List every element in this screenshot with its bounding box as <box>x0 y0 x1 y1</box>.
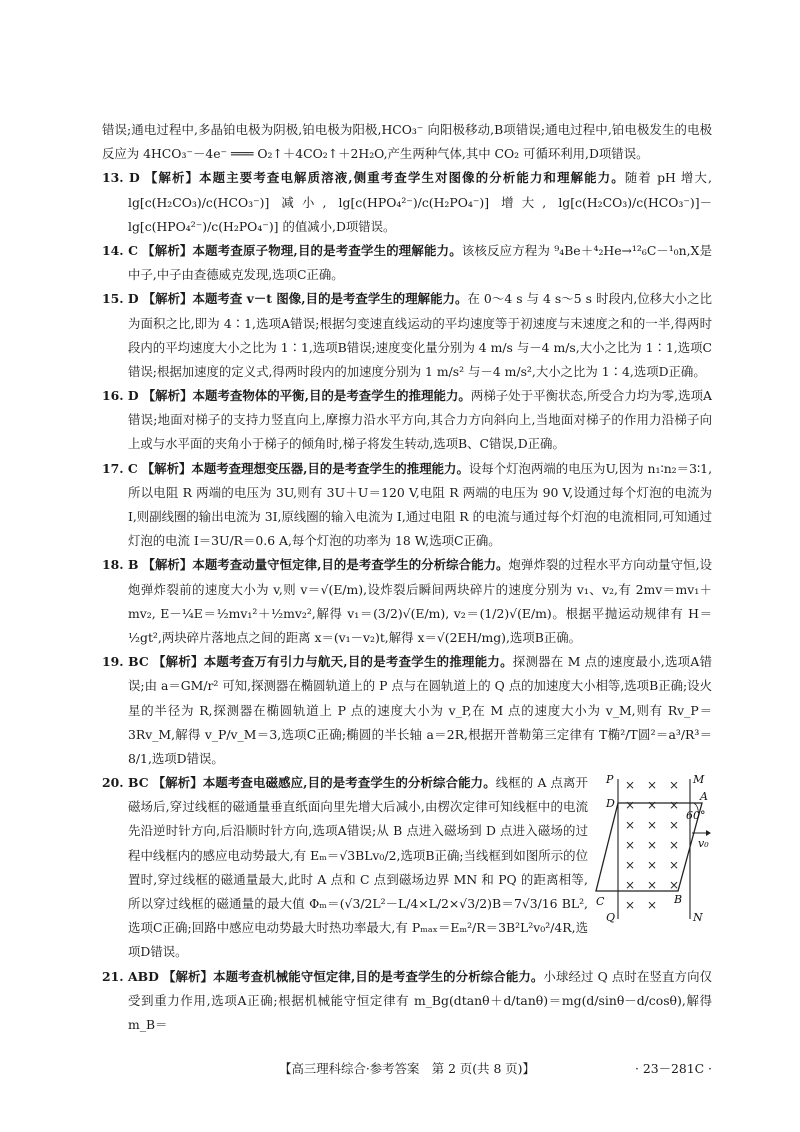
analysis-text: 在 0～4 s 与 4 s～5 s 时段内,位移大小之比为面积之比,即为 4∶1,选项A错误;根据匀变速直线运动的平均速度等于初速度与末速度之和的一半,得两时段内的平均速度大小之比为 1∶1,选项B错误;速度变化量分别为 4 m/s 与－4 m/s,大小之比为 1∶1,选项C错误;根据加速度的定义式,得两时段内的加速度分别为 1 m/s² 与－4 m/s²,大小之比为 1∶4,选项D正确。 <box>128 291 712 379</box>
question-number: 18. B <box>102 557 139 573</box>
analysis-summary: 本题考查理想变压器,目的是考查学生的推理能力。 <box>191 460 469 476</box>
analysis-text: 炮弹炸裂的过程水平方向动量守恒,设炮弹炸裂前的速度大小为 v,则 v＝√(E/m),设炸裂后瞬间两块碎片的速度分别为 v₁、v₂,有 2mv＝mv₁＋mv₂, E－¼E＝½mv₁²＋½mv₂²,解得 v₁＝(3/2)√(E/m), v₂＝(1/2)√(E/m)。根据平抛运动规律有 H＝½gt²,两块碎片落地点之间的距离 x＝(v₁－v₂)t,解得 x＝√(2EH/mg),选项B正确。 <box>128 557 713 645</box>
label-d: D <box>606 797 615 811</box>
analysis-summary: 本题考查机械能守恒定律,目的是考查学生的分析综合能力。 <box>213 968 544 984</box>
analysis-tag: 【解析】 <box>162 968 214 984</box>
analysis-tag: 【解析】 <box>142 291 193 307</box>
field-cross: × <box>646 838 658 853</box>
continuation-text: 错误;通电过程中,多晶铂电极为阴极,铂电极为阳极,HCO₃⁻ 向阳极移动,B项错误;通电过程中,铂电极发生的电极反应为 4HCO₃⁻－4e⁻ ═══ O₂↑＋4CO₂↑＋2H₂O,产生两种气体,其中 CO₂ 可循环利用,D项错误。 <box>102 122 712 162</box>
question-number: 21. ABD <box>102 968 159 984</box>
field-cross: × <box>668 858 680 873</box>
analysis-summary: 本题考查原子物理,目的是考查学生的理解能力。 <box>192 242 462 258</box>
question-number: 16. D <box>102 388 139 404</box>
label-p: P <box>606 773 614 787</box>
analysis-summary: 本题考查万有引力与航天,目的是考查学生的推理能力。 <box>203 654 513 670</box>
label-m: M <box>693 773 705 787</box>
label-a: A <box>700 790 708 804</box>
page-footer <box>102 1058 712 1080</box>
footer-page-info: 【高三理科综合·参考答案 第 2 页(共 8 页)】 <box>279 1061 535 1076</box>
analysis-summary: 本题考查 v－t 图像,目的是考查学生的理解能力。 <box>192 291 468 307</box>
field-cross: × <box>668 878 680 893</box>
analysis-tag: 【解析】 <box>142 557 193 573</box>
field-cross: × <box>646 858 658 873</box>
answer-item-15 <box>102 287 712 384</box>
question-list <box>102 166 712 1037</box>
answer-item-19 <box>102 650 712 771</box>
answer-item-16 <box>102 384 712 457</box>
field-cross: × <box>668 818 680 833</box>
question-number: 20. BC <box>102 775 149 791</box>
field-cross: × <box>646 878 658 893</box>
analysis-summary: 本题考查物体的平衡,目的是考查学生的推理能力。 <box>192 388 471 404</box>
analysis-tag: 【解析】 <box>144 170 200 186</box>
label-c: C <box>596 895 605 909</box>
field-cross: × <box>624 858 636 873</box>
footer-code: · 23－281C · <box>634 1061 712 1076</box>
field-cross: × <box>668 838 680 853</box>
analysis-text: 设每个灯泡两端的电压为U,因为 n₁∶n₂＝3∶1,所以电阻 R 两端的电压为 3U,则有 3U＋U＝120 V,电阻 R 两端的电压为 90 V,设通过每个灯泡的电流为 I,则副线圈的输出电流为 3I,原线圈的输入电流为 I,通过电阻 R 的电流与通过每个灯泡的电流相同,可知通过灯泡的电流 I＝3U/R＝0.6 A,每个灯泡的功率为 18 W,选项C正确。 <box>128 460 713 549</box>
analysis-text: 线框的 A 点离开磁场后,穿过线框的磁通量垂直纸面向里先增大后减小,由楞次定律可知线框中的电流先沿逆时针方向,后沿顺时针方向,选项A错误;从 B 点进入磁场到 D 点进入磁场的过程中线框内的感应电动势最大,有 Eₘ＝√3BLv₀/2,选项B正确;当线框到如图所示的位置时,穿过线框的磁通量最大,此时 A 点和 C 点到磁场边界 MN 和 PQ 的距离相等,所以穿过线框的磁通量的最大值 Φₘ＝(√3/2L²－L/4×L/2×√3/2)B＝7√3/16 BL²,选项C正确;回路中感应电动势最大时热功率最大,有 Pₘₐₓ＝Eₘ²/R＝3B²L²v₀²/4R,选项D错误。 <box>128 775 588 960</box>
answer-item-13 <box>102 166 712 239</box>
velocity-arrowhead <box>706 830 711 836</box>
analysis-tag: 【解析】 <box>142 242 193 258</box>
field-cross: × <box>646 818 658 833</box>
analysis-tag: 【解析】 <box>142 388 193 404</box>
label-angle: 60° <box>686 809 706 823</box>
question-number: 17. C <box>102 460 138 476</box>
field-cross: × <box>668 778 680 793</box>
analysis-tag: 【解析】 <box>152 654 204 670</box>
field-cross: × <box>646 778 658 793</box>
field-cross: × <box>624 778 636 793</box>
analysis-tag: 【解析】 <box>152 775 203 791</box>
field-cross: × <box>624 818 636 833</box>
field-cross: × <box>646 798 658 813</box>
analysis-text: 小球经过 Q 点时在竖直方向仅受到重力作用,选项A正确;根据机械能守恒定律有 m_Bg(dtanθ＋d/tanθ)＝mg(d/sinθ－d/cosθ),解得 m_B＝ <box>128 968 712 1032</box>
label-q: Q <box>606 911 616 924</box>
answer-item-18 <box>102 553 712 650</box>
analysis-summary: 本题考查电磁感应,目的是考查学生的分析综合能力。 <box>202 775 496 791</box>
analysis-summary: 本题主要考查电解质溶液,侧重考查学生对图像的分析能力和理解能力。 <box>199 170 625 186</box>
analysis-text: 探测器在 M 点的速度最小,选项A错误;由 a＝GM/r² 可知,探测器在椭圆轨道上的 P 点与在圆轨道上的 Q 点的加速度大小相等,选项B正确;设火星的半径为 R,探测器在椭圆轨道上 P 点的速度大小为 v_P,在 M 点的速度大小为 v_M,则有 Rv_P＝3Rv_M,解得 v_P/v_M＝3,选项C正确;椭圆的半长轴 a＝2R,根据开普勒第三定律有 T椭²/T圆²＝a³/R³＝8/1,选项D错误。 <box>128 654 712 766</box>
answer-item-14 <box>102 239 712 287</box>
label-b: B <box>674 893 683 907</box>
field-cross: × <box>624 898 636 913</box>
analysis-text: 随着 pH 增大, lg[c(H₂CO₃)/c(HCO₃⁻)] 减小, lg[c(HPO₄²⁻)/c(H₂PO₄⁻)] 增大, lg[c(H₂CO₃)/c(HCO₃⁻)]－lg[c(HPO₄²⁻)/c(H₂PO₄⁻)] 的值减小,D项错误。 <box>128 170 712 234</box>
answer-item-20 <box>102 771 712 965</box>
analysis-text: 该核反应方程为 ⁹₄Be＋⁴₂He→¹²₆C－¹₀n,X是中子,中子由查德威克发现,选项C正确。 <box>128 242 712 283</box>
analysis-text: 两梯子处于平衡状态,所受合力均为零,选项A错误;地面对梯子的支持力竖直向上,摩擦力沿水平方向,其合力方向斜向上,当地面对梯子的作用力沿梯子向上或与水平面的夹角小于梯子的倾角时,梯子将发生转动,选项B、C错误,D正确。 <box>128 388 713 452</box>
answer-content <box>102 118 712 1037</box>
magnetic-field-figure <box>594 773 712 923</box>
answer-item-17 <box>102 457 712 554</box>
label-n: N <box>693 911 703 924</box>
analysis-summary: 本题考查动量守恒定律,目的是考查学生的分析综合能力。 <box>192 557 509 573</box>
field-cross: × <box>624 878 636 893</box>
field-cross: × <box>624 838 636 853</box>
field-cross: × <box>668 798 680 813</box>
label-v0: v₀ <box>698 837 709 851</box>
question-number: 15. D <box>102 291 139 307</box>
question-number: 14. C <box>102 242 138 258</box>
analysis-tag: 【解析】 <box>141 460 192 476</box>
question-number: 19. BC <box>102 654 149 670</box>
field-cross: × <box>646 898 658 913</box>
answer-item-21 <box>102 965 712 1038</box>
field-cross: × <box>624 798 636 813</box>
question-number: 13. D <box>102 170 140 186</box>
